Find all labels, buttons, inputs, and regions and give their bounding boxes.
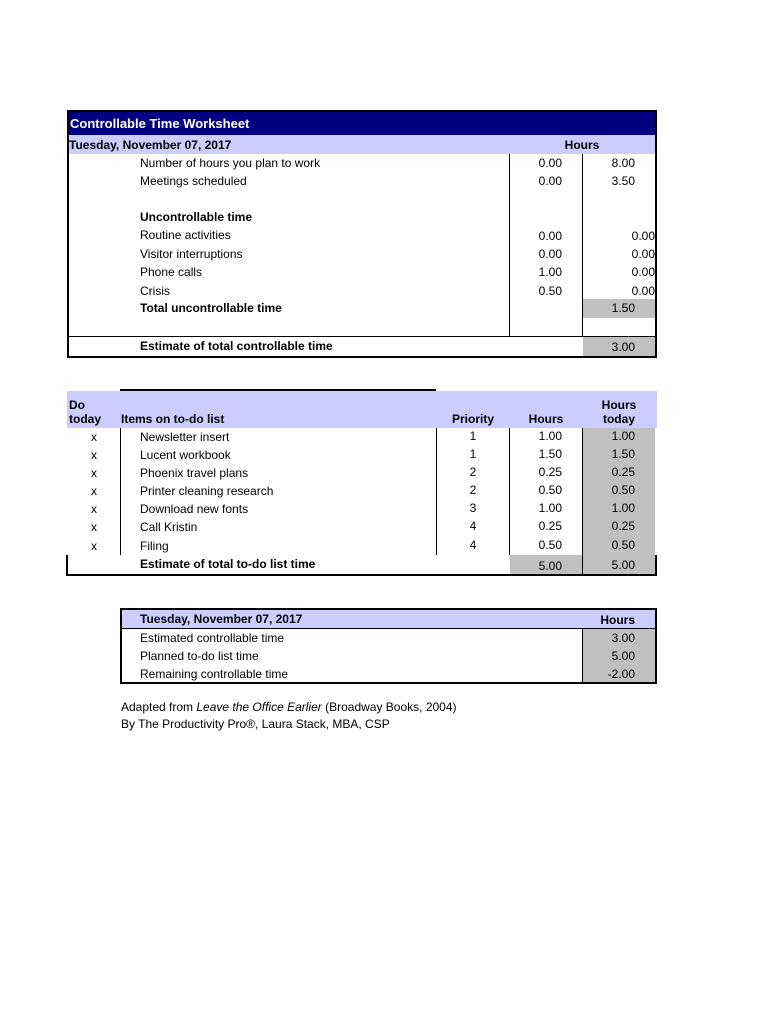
todo-hours-today: 0.50	[611, 483, 635, 497]
uncontrollable-row-value-1: 1.00	[538, 265, 562, 279]
todo-hours-today: 1.00	[611, 429, 635, 443]
summary-date: Tuesday, November 07, 2017	[140, 612, 303, 626]
worksheet-row-value-2: 3.50	[611, 174, 635, 188]
summary-hours-header: Hours	[600, 613, 635, 627]
todo-hours: 0.50	[538, 538, 562, 552]
footer-book-title: Leave the Office Earlier	[196, 700, 322, 714]
todo-hours-today: 0.25	[611, 519, 635, 533]
uncontrollable-heading: Uncontrollable time	[140, 210, 253, 224]
uncontrollable-row-label: Routine activities	[140, 228, 231, 242]
todo-hours: 0.25	[538, 519, 562, 533]
footer-prefix: Adapted from	[121, 700, 197, 714]
worksheet-title: Controllable Time Worksheet	[70, 116, 250, 131]
estimate-value: 3.00	[611, 340, 635, 354]
todo-item: Printer cleaning research	[140, 484, 274, 498]
worksheet-row-label: Number of hours you plan to work	[140, 156, 321, 170]
uncontrollable-row-value-1: 0.50	[538, 284, 562, 298]
todo-priority: 3	[469, 501, 477, 515]
total-uncontrollable-label: Total uncontrollable time	[140, 301, 282, 315]
todo-item: Call Kristin	[140, 520, 198, 534]
todo-col-do-line2: today	[69, 412, 102, 426]
footer-line-1	[121, 698, 457, 716]
todo-left-border	[66, 555, 68, 576]
todo-priority: 2	[469, 483, 477, 497]
todo-hours: 0.50	[538, 483, 562, 497]
todo-priority: 4	[469, 538, 477, 552]
todo-mark: x	[91, 539, 97, 553]
todo-mark: x	[91, 466, 97, 480]
todo-mark: x	[91, 448, 97, 462]
todo-hours: 1.00	[538, 429, 562, 443]
uncontrollable-row-value-2: 0.00	[631, 247, 655, 261]
todo-item: Newsletter insert	[140, 430, 230, 444]
todo-col-items: Items on to-do list	[121, 412, 225, 426]
todo-hours-today: 1.50	[611, 447, 635, 461]
uncontrollable-row-value-2: 0.00	[631, 229, 655, 243]
todo-priority: 1	[469, 429, 477, 443]
todo-col-do-line1: Do	[69, 398, 85, 412]
todo-hours-today: 0.50	[611, 538, 635, 552]
todo-priority: 4	[469, 519, 477, 533]
todo-col-hours: Hours	[528, 412, 564, 426]
worksheet-row-value-1: 0.00	[538, 174, 562, 188]
todo-mark: x	[91, 430, 97, 444]
footer-line-2: By The Productivity Pro®, Laura Stack, MBA, CSP	[121, 717, 390, 731]
todo-col-hours-today-line2: today	[602, 412, 635, 426]
todo-total-hours: 5.00	[538, 559, 562, 573]
todo-hours-today: 1.00	[611, 501, 635, 515]
todo-priority: 1	[469, 447, 477, 461]
summary-row-value: 3.00	[611, 631, 635, 645]
summary-row-value: 5.00	[611, 649, 635, 663]
summary-row-label: Planned to-do list time	[140, 649, 259, 663]
todo-mark: x	[91, 520, 97, 534]
todo-total-today: 5.00	[611, 558, 635, 572]
todo-item: Phoenix travel plans	[140, 466, 249, 480]
todo-col-priority: Priority	[451, 412, 494, 426]
uncontrollable-row-value-1: 0.00	[538, 247, 562, 261]
todo-col-hours-today-line1: Hours	[601, 398, 637, 412]
uncontrollable-row-value-2: 0.00	[631, 284, 655, 298]
todo-priority: 2	[469, 465, 477, 479]
todo-total-label: Estimate of total to-do list time	[140, 557, 316, 571]
uncontrollable-row-label: Phone calls	[140, 265, 203, 279]
todo-mark: x	[91, 484, 97, 498]
todo-hours: 1.00	[538, 501, 562, 515]
summary-row-value: -2.00	[607, 667, 635, 681]
worksheet-row-label: Meetings scheduled	[140, 174, 247, 188]
todo-item: Download new fonts	[140, 502, 249, 516]
total-uncontrollable-value: 1.50	[611, 301, 635, 315]
worksheet-row-value-2: 8.00	[611, 156, 635, 170]
uncontrollable-row-value-1: 0.00	[538, 229, 562, 243]
todo-col-divider-items	[120, 428, 121, 555]
footer-suffix: (Broadway Books, 2004)	[321, 700, 457, 714]
uncontrollable-row-value-2: 0.00	[631, 265, 655, 279]
worksheet-row-value-1: 0.00	[538, 156, 562, 170]
todo-mark: x	[91, 502, 97, 516]
worksheet-date: Tuesday, November 07, 2017	[69, 138, 232, 152]
todo-item: Filing	[140, 539, 169, 553]
todo-bottom-border	[66, 574, 657, 576]
summary-row-label: Remaining controllable time	[140, 667, 289, 681]
summary-row-label: Estimated controllable time	[140, 631, 285, 645]
todo-hours: 0.25	[538, 465, 562, 479]
worksheet-hours-header: Hours	[564, 138, 600, 152]
todo-item: Lucent workbook	[140, 448, 231, 462]
uncontrollable-row-label: Visitor interruptions	[140, 247, 243, 261]
uncontrollable-row-label: Crisis	[140, 284, 170, 298]
todo-right-border	[655, 555, 657, 576]
todo-hours-today: 0.25	[611, 465, 635, 479]
estimate-label: Estimate of total controllable time	[140, 339, 333, 353]
todo-hours: 1.50	[538, 447, 562, 461]
